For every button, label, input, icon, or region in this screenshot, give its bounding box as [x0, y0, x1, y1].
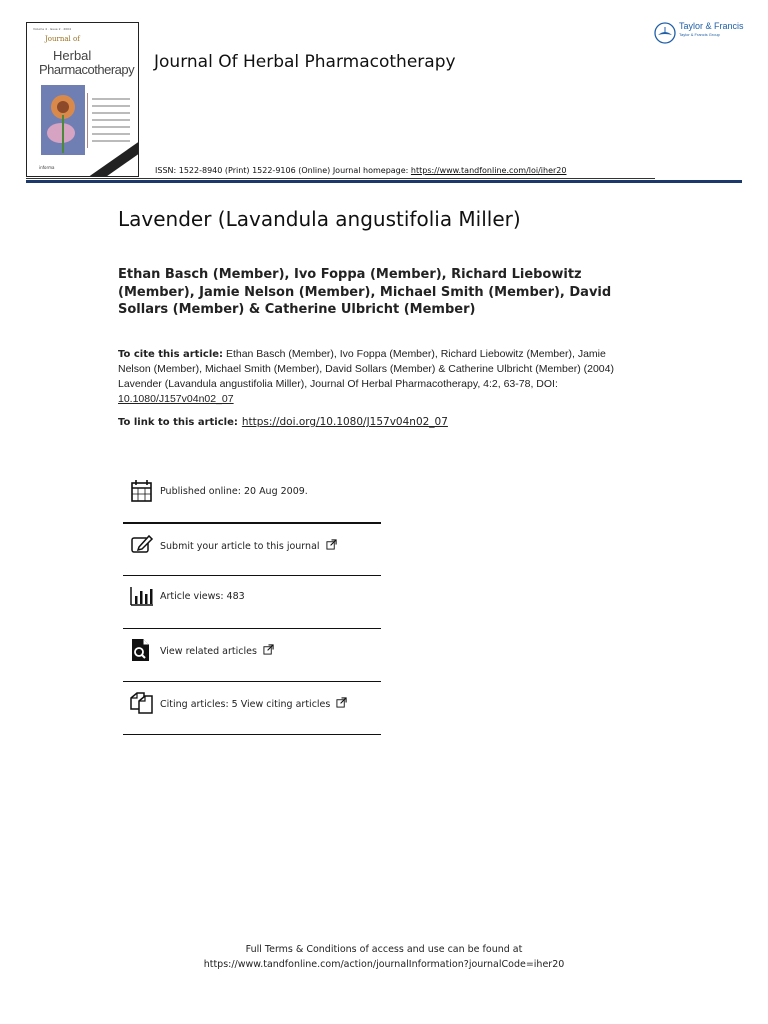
cover-contents-box	[87, 93, 134, 148]
taylor-francis-logo-icon	[654, 22, 676, 44]
citing-articles-row[interactable]	[123, 690, 381, 716]
cover-publisher-mark: informa	[39, 165, 55, 170]
edit-icon	[127, 532, 155, 558]
article-views-count: Article views: 483	[160, 590, 245, 602]
cover-issue-text: Volume 4 · Issue 2 · 2004	[33, 27, 71, 31]
article-link-label: To link to this article:	[118, 417, 238, 428]
cover-journal-of: Journal of	[45, 35, 80, 43]
info-separator	[123, 628, 381, 629]
citing-articles-label: Citing articles: 5 View citing articles	[160, 698, 331, 710]
calendar-icon	[127, 478, 155, 504]
submit-article-label: Submit your article to this journal	[160, 540, 320, 552]
article-views-row	[123, 583, 381, 609]
header-rule-thin	[26, 178, 655, 179]
external-link-icon	[326, 539, 337, 550]
publisher-group: Taylor & Francis Group	[679, 31, 720, 37]
citation-block	[118, 347, 638, 407]
citation-text: Ethan Basch (Member), Ivo Foppa (Member), Richard Liebowitz (Member), Jamie Nelson (Member), Michael Smith (Member), David Sollars (Member) & Catherine Ulbricht (Member) (2004) Lavender (Lavandula angustifolia Miller), Journal Of Herbal Pharmacotherapy, 4:2, 63-78, DOI:	[118, 348, 614, 390]
terms-footer	[0, 942, 768, 972]
article-authors: Ethan Basch (Member), Ivo Foppa (Member), Richard Liebowitz (Member), Jamie Nelson (Member), Michael Smith (Member), David Sollars (Member) & Catherine Ulbricht (Member)	[118, 267, 612, 317]
submit-article-link[interactable]	[160, 539, 337, 552]
external-link-icon	[336, 697, 347, 708]
article-link-line	[118, 416, 448, 428]
bar-chart-icon	[127, 583, 155, 609]
journal-title: Journal Of Herbal Pharmacotherapy	[154, 52, 456, 72]
journal-cover-image	[26, 22, 139, 177]
citation-label: To cite this article:	[118, 349, 224, 360]
related-articles-row[interactable]	[123, 637, 381, 663]
info-separator	[123, 681, 381, 682]
article-doi-link[interactable]: https://doi.org/10.1080/J157v04n02_07	[241, 416, 448, 428]
citing-documents-icon	[127, 690, 155, 716]
external-link-icon	[263, 644, 274, 655]
article-title: Lavender (Lavandula angustifolia Miller)	[118, 207, 521, 231]
related-articles-label: View related articles	[160, 645, 257, 657]
submit-article-row[interactable]	[123, 532, 381, 558]
published-date: Published online: 20 Aug 2009.	[160, 485, 308, 497]
terms-footer-url[interactable]: https://www.tandfonline.com/action/journalInformation?journalCode=iher20	[203, 959, 565, 970]
citation-doi-link[interactable]: 10.1080/J157v04n02_07	[118, 393, 234, 405]
journal-homepage-link[interactable]: https://www.tandfonline.com/loi/iher20	[410, 166, 567, 175]
cover-herbal: Herbal	[53, 48, 92, 63]
related-articles-link[interactable]	[160, 644, 274, 657]
terms-footer-text: Full Terms & Conditions of access and use can be found at	[245, 944, 523, 955]
info-separator	[123, 734, 381, 735]
issn-text: ISSN: 1522-8940 (Print) 1522-9106 (Online) Journal homepage:	[155, 166, 411, 175]
info-separator	[123, 575, 381, 576]
header-rule-thick	[26, 180, 742, 183]
issn-line	[155, 166, 566, 175]
info-separator	[123, 522, 381, 524]
publisher-name: Taylor & Francis	[679, 21, 744, 31]
publisher-logo[interactable]	[654, 22, 744, 44]
cover-flower-illustration	[41, 85, 85, 155]
citing-articles-link[interactable]	[160, 697, 347, 710]
cover-pharmacotherapy: Pharmacotherapy	[39, 62, 135, 77]
document-search-icon	[127, 637, 155, 663]
published-row	[123, 478, 381, 504]
